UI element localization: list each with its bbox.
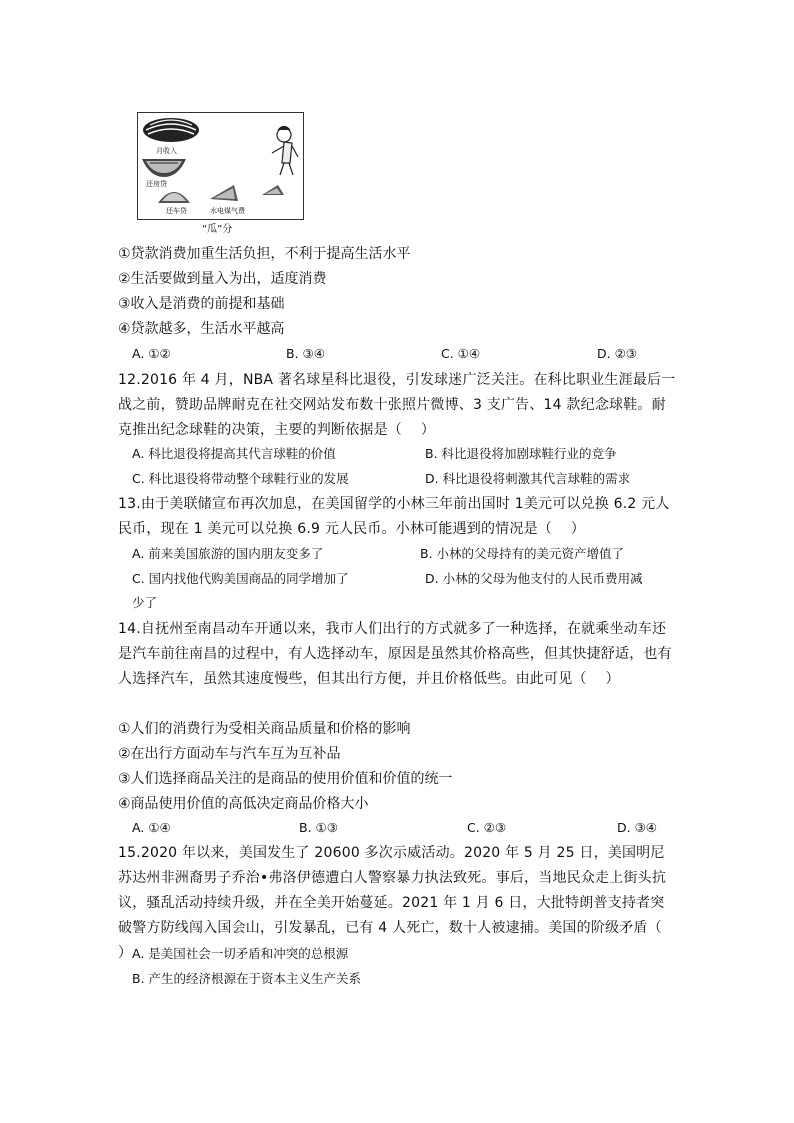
q11-statement-3: ③收入是消费的前提和基础: [118, 296, 285, 312]
q14-option-d[interactable]: D. ③④: [617, 820, 657, 835]
q14-statement-4: ④商品使用价值的高低决定商品价格大小: [118, 796, 369, 812]
boy-figure-icon: [272, 127, 298, 176]
q14-statement-3: ③人们选择商品关注的是商品的使用价值和价值的统一: [118, 771, 453, 787]
q12-option-d[interactable]: D. 科比退役将刺激其代言球鞋的需求: [425, 471, 631, 486]
q13-option-c[interactable]: C. 国内找他代购美国商品的同学增加了: [132, 571, 349, 586]
q14-option-a[interactable]: A. ①④: [132, 820, 171, 835]
figure-caption: “瓜”分: [202, 224, 233, 235]
q14-option-c[interactable]: C. ②③: [467, 820, 507, 835]
q12-option-b[interactable]: B. 科比退役将加剧球鞋行业的竞争: [425, 446, 617, 461]
q11-statement-2: ②生活要做到量入为出，适度消费: [118, 271, 327, 287]
q12-option-c[interactable]: C. 科比退役将带动整个球鞋行业的发展: [132, 471, 349, 486]
income-label: 月收入: [156, 147, 177, 155]
q11-option-c[interactable]: C. ①④: [441, 346, 481, 361]
q11-option-b[interactable]: B. ③④: [286, 346, 325, 361]
q14-statement-2: ②在出行方面动车与汽车互为互补品: [118, 746, 341, 762]
q12-option-a[interactable]: A. 科比退役将提高其代言球鞋的价值: [132, 446, 336, 461]
q15-option-a[interactable]: A. 是美国社会一切矛盾和冲突的总根源: [132, 946, 349, 961]
q14-statement-1: ①人们的消费行为受相关商品质量和价格的影响: [118, 721, 411, 737]
half-melon-icon: [142, 159, 186, 177]
q14-option-b[interactable]: B. ①③: [299, 820, 338, 835]
q12-stem: 12.2016 年 4 月，NBA 著名球星科比退役，引发球迷广泛关注。在科比职业生涯最后一战之前，赞助品牌耐克在社交网站发布数十张照片微博、3 支广告、14 款纪念球鞋。耐克推出纪念球鞋的决策，主要的判断依据是（ ）: [118, 372, 676, 438]
melon-slice-icon: [158, 192, 190, 203]
mortgage-label: 还房贷: [146, 180, 167, 188]
melon-pieces-icon: [210, 185, 284, 201]
q11-statement-4: ④贷款越多，生活水平越高: [118, 321, 285, 337]
q11-option-a[interactable]: A. ①②: [132, 346, 171, 361]
melon-illustration: [138, 113, 303, 219]
q15-stem: 15.2020 年以来，美国发生了 20600 多次示威活动。2020 年 5 月 25 日，美国明尼苏达州非洲裔男子乔治•弗洛伊德遭白人警察暴力执法致死。事后，当地民众走上街头抗议，骚乱活动持续升级，并在全美开始蔓延。2021 年 1 月 6 日，大批特朗普支持者突破警方防线闯入国会山，引发暴乱，已有 4 人死亡，数十人被逮捕。美国的阶级矛盾（ ）: [118, 845, 681, 961]
q13-option-b[interactable]: B. 小林的父母持有的美元资产增值了: [420, 546, 625, 561]
q11-option-d[interactable]: D. ②③: [597, 346, 637, 361]
car-loan-label: 还车贷: [166, 207, 187, 215]
q13-stem: 13.由于美联储宣布再次加息，在美国留学的小林三年前出国时 1美元可以兑换 6.2 元人民币，现在 1 美元可以兑换 6.9 元人民币。小林可能遇到的情况是（ ）: [118, 496, 670, 537]
q15-option-b[interactable]: B. 产生的经济根源在于资本主义生产关系: [132, 971, 362, 986]
melon-split-figure: [137, 112, 304, 220]
q11-statement-1: ①贷款消费加重生活负担，不利于提高生活水平: [118, 246, 411, 262]
q13-option-d[interactable]: D. 小林的父母为他支付的人民币费用减: [425, 571, 643, 586]
q14-stem: 14.自抚州至南昌动车开通以来，我市人们出行的方式就多了一种选择，在就乘坐动车还是汽车前往南昌的过程中，有人选择动车，原因是虽然其价格高些，但其快捷舒适，也有人选择汽车，虽然其速度慢些，但其出行方便，并且价格低些。由此可见（ ）: [118, 621, 672, 687]
q13-option-a[interactable]: A. 前来美国旅游的国内朋友变多了: [132, 546, 324, 561]
utilities-label: 水电煤气费: [210, 207, 245, 215]
whole-watermelon-icon: [143, 118, 199, 142]
q13-option-d-cont: 少了: [132, 595, 158, 610]
